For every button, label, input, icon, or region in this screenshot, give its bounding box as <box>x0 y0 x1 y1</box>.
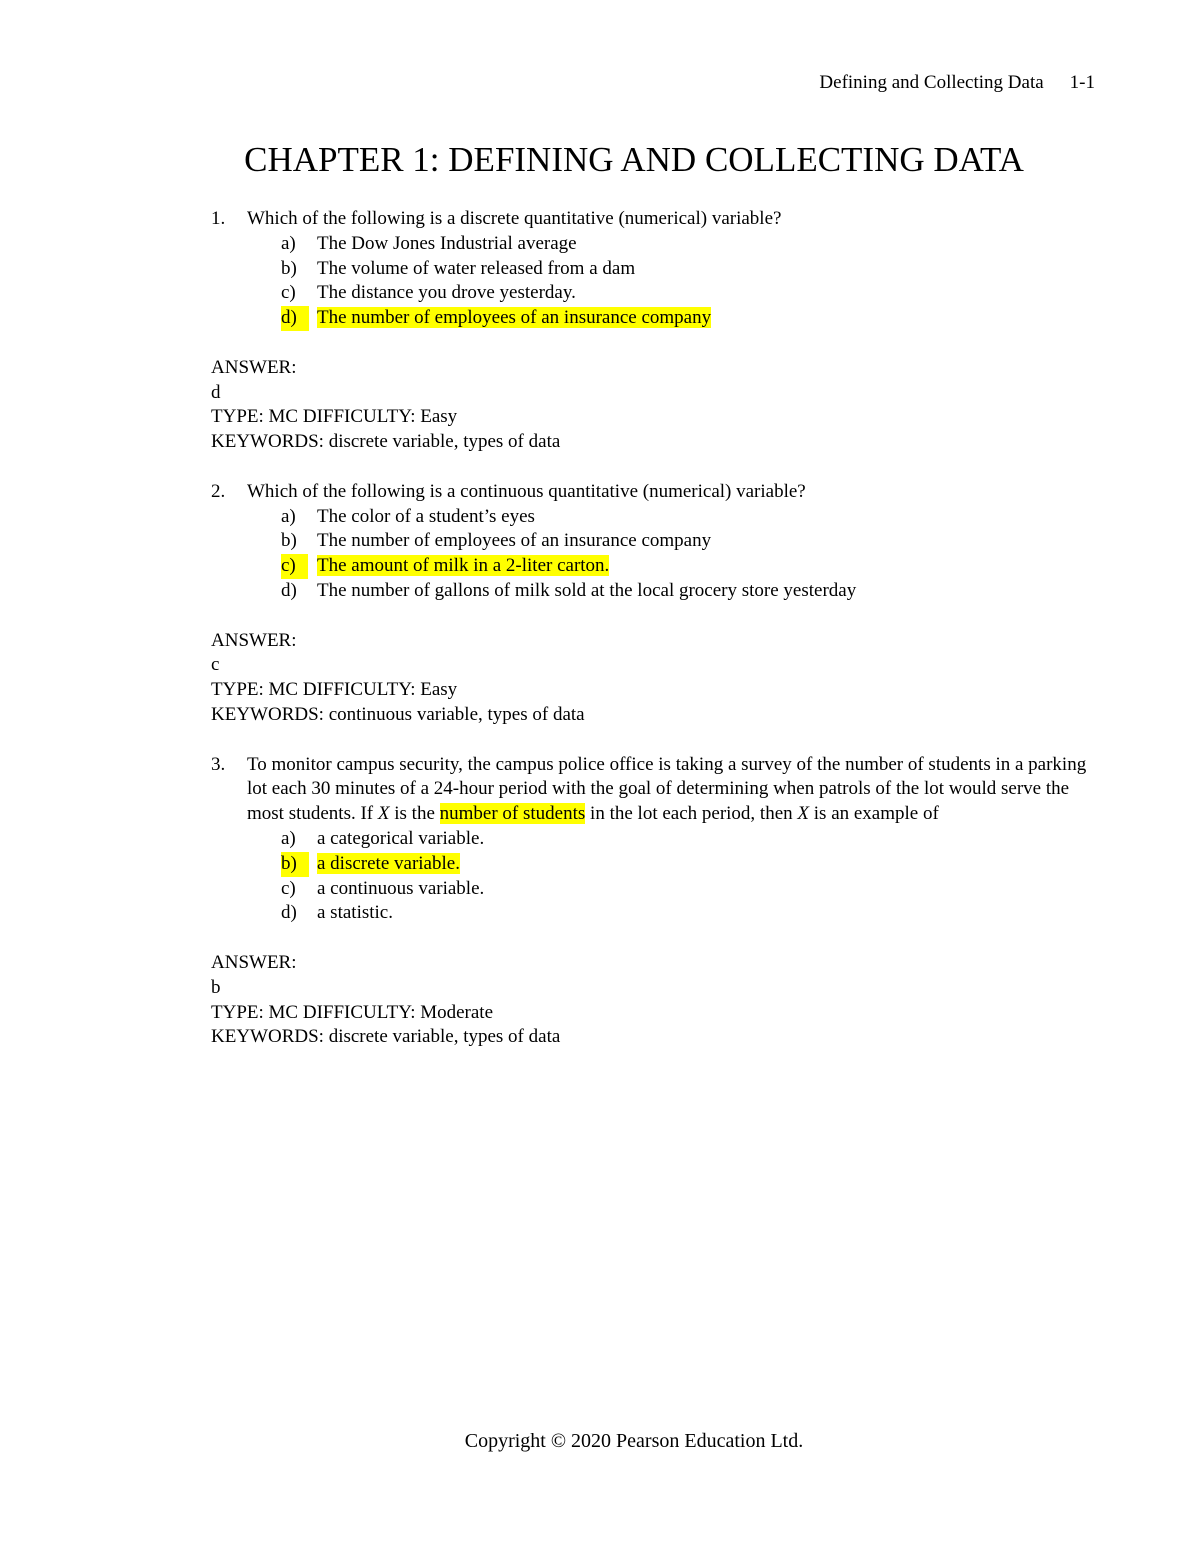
question-3 <box>211 753 1091 927</box>
running-header-title: Defining and Collecting Data <box>819 72 1044 93</box>
option-letter: c) <box>281 282 296 304</box>
option-letter: a) <box>281 827 296 849</box>
question-1 <box>211 207 1091 331</box>
highlighted-phrase: number of students <box>439 803 586 825</box>
variable-x: X <box>377 803 390 825</box>
keywords-line: KEYWORDS: continuous variable, types of data <box>211 703 585 725</box>
page-number: 1-1 <box>1069 72 1095 93</box>
option-b <box>211 529 1091 554</box>
question-text <box>247 753 1091 827</box>
option-d <box>211 901 1091 926</box>
option-text: The number of employees of an insurance company <box>317 307 712 329</box>
running-header <box>819 72 1095 94</box>
option-a <box>211 505 1091 530</box>
variable-x: X <box>797 803 810 825</box>
copyright-footer: Copyright © 2020 Pearson Education Ltd. <box>464 1430 804 1452</box>
question-text-part: is the <box>389 803 440 825</box>
option-c <box>211 281 1091 306</box>
type-line: TYPE: MC DIFFICULTY: Easy <box>211 679 458 701</box>
answer-label: ANSWER: <box>211 951 297 973</box>
answer-block-2 <box>211 629 1091 728</box>
option-b <box>211 257 1091 282</box>
question-text: Which of the following is a discrete quantitative (numerical) variable? <box>247 208 782 229</box>
option-a <box>211 232 1091 257</box>
option-text: a categorical variable. <box>317 827 485 849</box>
option-a <box>211 827 1091 852</box>
answer-value: b <box>211 976 221 998</box>
question-text-part: To monitor campus security, the campus police office is taking a survey of the number of students in a parking lot each 30 minutes of a 24-hour period with the goal of determining when patrols of the lot would serve the most students. If <box>247 753 1087 825</box>
option-letter: a) <box>281 232 296 254</box>
option-letter: a) <box>281 505 296 527</box>
question-number: 3. <box>211 753 226 775</box>
option-letter: b) <box>281 852 309 877</box>
chapter-title: CHAPTER 1: DEFINING AND COLLECTING DATA <box>244 140 1024 179</box>
answer-block-3 <box>211 951 1091 1050</box>
answer-value: d <box>211 381 221 403</box>
keywords-line: KEYWORDS: discrete variable, types of data <box>211 431 561 453</box>
question-text: Which of the following is a continuous quantitative (numerical) variable? <box>247 480 806 502</box>
option-letter: d) <box>281 579 297 601</box>
option-d-highlighted <box>211 306 1091 331</box>
question-2 <box>211 480 1091 604</box>
option-letter: d) <box>281 902 297 924</box>
question-number: 1. <box>211 208 226 229</box>
type-line: TYPE: MC DIFFICULTY: Moderate <box>211 1001 494 1023</box>
option-text: The volume of water released from a dam <box>317 257 636 279</box>
option-c-highlighted <box>211 554 1091 579</box>
option-text: The color of a student’s eyes <box>317 505 535 527</box>
option-letter: d) <box>281 306 309 331</box>
option-c <box>211 877 1091 902</box>
option-text: a discrete variable. <box>317 852 460 874</box>
answer-label: ANSWER: <box>211 356 297 378</box>
option-letter: b) <box>281 530 297 552</box>
option-text: a statistic. <box>317 902 393 924</box>
question-text-part: is an example of <box>809 803 939 825</box>
option-text: The number of employees of an insurance company <box>317 530 712 552</box>
keywords-line: KEYWORDS: discrete variable, types of data <box>211 1026 561 1048</box>
options-list <box>247 827 1091 926</box>
option-text: a continuous variable. <box>317 877 485 899</box>
option-letter: c) <box>281 877 296 899</box>
options-list <box>247 232 1091 331</box>
option-text: The Dow Jones Industrial average <box>317 232 577 254</box>
type-line: TYPE: MC DIFFICULTY: Easy <box>211 406 458 428</box>
option-text: The number of gallons of milk sold at the local grocery store yesterday <box>317 579 857 601</box>
option-d <box>211 579 1091 604</box>
option-b-highlighted <box>211 852 1091 877</box>
question-number: 2. <box>211 480 226 502</box>
options-list <box>247 505 1091 604</box>
option-text: The distance you drove yesterday. <box>317 282 576 304</box>
question-content <box>211 207 1091 1050</box>
option-letter: c) <box>281 554 308 579</box>
option-letter: b) <box>281 257 297 279</box>
answer-value: c <box>211 654 220 676</box>
answer-block-1 <box>211 356 1091 455</box>
answer-label: ANSWER: <box>211 629 297 651</box>
question-text-part: in the lot each period, then <box>585 803 798 825</box>
option-text: The amount of milk in a 2-liter carton. <box>317 555 610 577</box>
